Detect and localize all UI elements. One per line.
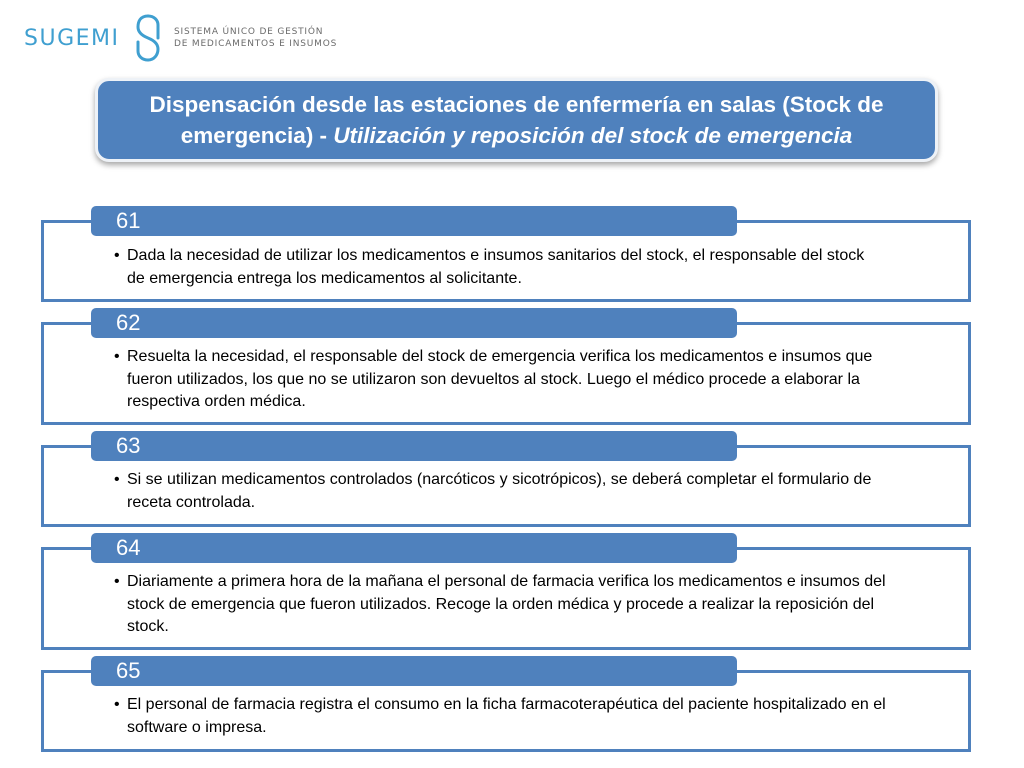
title-line-2-italic: Utilización y reposición del stock de emergencia	[333, 123, 853, 148]
step-61	[41, 206, 971, 302]
step-text: • El personal de farmacia registra el consumo en la ficha farmacoterapéutica del paciente hospitalizado en el software o impresa.	[114, 694, 886, 739]
step-number: 63	[91, 431, 737, 461]
step-65	[41, 656, 971, 752]
step-number: 65	[91, 656, 737, 686]
step-64	[41, 533, 971, 650]
step-number: 62	[91, 308, 737, 338]
slide-title	[95, 78, 938, 162]
logo-subtitle-line-2: DE MEDICAMENTOS E INSUMOS	[174, 39, 338, 49]
logo-brand: SUGEMI	[24, 26, 120, 51]
title-line-2-plain: emergencia) -	[180, 123, 334, 148]
title-line-2	[181, 120, 852, 151]
title-line-1: Dispensación desde las estaciones de enfermería en salas (Stock de	[149, 92, 884, 117]
step-text: • Si se utilizan medicamentos controlados (narcóticos y sicotrópicos), se deberá completar el formulario de receta controlada.	[114, 469, 886, 514]
step-text: • Dada la necesidad de utilizar los medicamentos e insumos sanitarios del stock, el responsable del stock de emergencia entrega los medicamentos al solicitante.	[114, 245, 886, 290]
logo-mark-icon	[134, 12, 162, 64]
step-text: • Resuelta la necesidad, el responsable del stock de emergencia verifica los medicamentos e insumos que fueron utilizados, los que no se utilizaron son devueltos al stock. Luego el médico procede a elaborar la respectiva orden médica.	[114, 346, 886, 414]
step-text: • Diariamente a primera hora de la mañana el personal de farmacia verifica los medicamentos e insumos del stock de emergencia que fueron utilizados. Recoge la orden médica y procede a realizar la reposición del stock.	[114, 571, 886, 639]
step-number: 64	[91, 533, 737, 563]
logo-subtitle-line-1: SISTEMA ÚNICO DE GESTIÓN	[174, 27, 324, 37]
step-63	[41, 431, 971, 527]
step-62	[41, 308, 971, 425]
logo-subtitle	[174, 26, 337, 50]
step-number: 61	[91, 206, 737, 236]
sugemi-logo	[24, 12, 344, 64]
